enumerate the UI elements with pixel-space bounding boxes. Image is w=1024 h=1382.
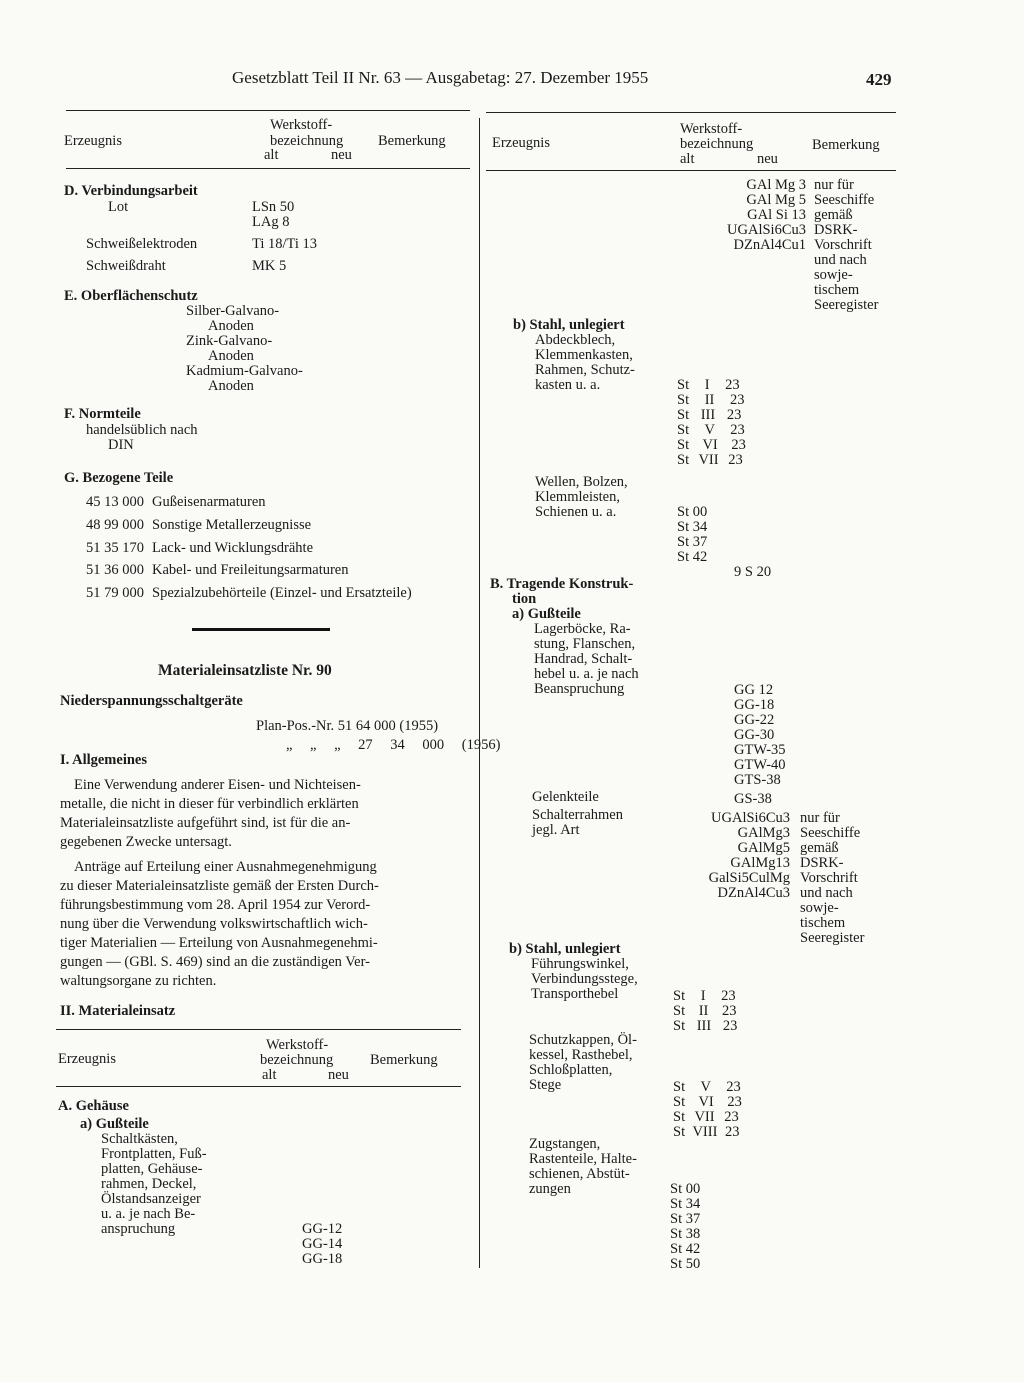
table3-top-rule: [486, 112, 896, 113]
a-mat: GG-12: [302, 1221, 343, 1237]
plan-pos-1: Plan-Pos.-Nr. 51 64 000 (1955): [256, 718, 439, 734]
table2-head-rule: [56, 1086, 461, 1087]
col-neu: neu: [331, 147, 352, 163]
a-sub-gussteile: a) Gußteile: [80, 1116, 149, 1132]
item-handelsueblich: handelsüblich nach: [86, 422, 198, 438]
g-code: 51 35 170: [86, 540, 144, 556]
g-code: 51 79 000: [86, 585, 144, 601]
gel-bem: Seeschiffe: [800, 825, 861, 841]
para-line: gungen — (GBl. S. 469) sind an die zuständigen Ver-: [60, 954, 370, 970]
sk-line: Schutzkappen, Öl-: [529, 1032, 637, 1048]
b2-mat: St II 23: [673, 1003, 737, 1019]
g-text: Spezialzubehörteile (Einzel- und Ersatzteile): [152, 585, 412, 601]
g-code: 48 99 000: [86, 517, 144, 533]
a-line: rahmen, Deckel,: [101, 1176, 197, 1192]
sk-mat: St VI 23: [673, 1094, 742, 1110]
item-din: DIN: [108, 437, 134, 453]
table-top-rule: [66, 110, 470, 111]
zs-mat: St 00: [670, 1181, 701, 1197]
bt-line: stung, Flanschen,: [534, 636, 636, 652]
sk-line: Stege: [529, 1077, 562, 1093]
item-lot: Lot: [108, 199, 129, 215]
item-silber-2: Anoden: [208, 318, 254, 334]
zs-line: Rastenteile, Halte-: [529, 1151, 637, 1167]
gel-bem: Vorschrift: [800, 870, 858, 886]
bt-line: hebel u. a. je nach: [534, 666, 639, 682]
table-head-rule: [66, 168, 470, 169]
g-code: 51 36 000: [86, 562, 144, 578]
para-line: Anträge auf Erteilung einer Ausnahmegenehmigung: [74, 859, 377, 875]
cont-mat: GAl Si 13: [747, 207, 806, 223]
gel-bem: sowje-: [800, 900, 839, 916]
section-f-title: F. Normteile: [64, 406, 141, 422]
col-neu: neu: [328, 1067, 349, 1083]
cont-mat: UGAlSi6Cu3: [727, 222, 806, 238]
a-line: Ölstandsanzeiger: [101, 1191, 201, 1207]
item-kadmium-2: Anoden: [208, 378, 254, 394]
b-line: Abdeckblech,: [535, 332, 616, 348]
paragraph-1: [60, 776, 464, 852]
item-zink-1: Zink-Galvano-: [186, 333, 273, 349]
col-bezeichnung: bezeichnung: [260, 1052, 334, 1068]
zs-mat: St 38: [670, 1226, 701, 1242]
col-bemerkung: Bemerkung: [812, 137, 880, 153]
b-mat: St VI 23: [677, 437, 746, 453]
item-zink-2: Anoden: [208, 348, 254, 364]
zs-line: schienen, Abstüt-: [529, 1166, 630, 1182]
bt-line: Lagerböcke, Ra-: [534, 621, 631, 637]
w-mat: St 37: [677, 534, 708, 550]
bt-mat: GTW-35: [734, 742, 786, 758]
gel-bem: gemäß: [800, 840, 839, 856]
item-silber-1: Silber-Galvano-: [186, 303, 280, 319]
sk-mat: St V 23: [673, 1079, 741, 1095]
bt-sub-gussteile: a) Gußteile: [512, 606, 581, 622]
para-line: waltungsorgane zu richten.: [60, 973, 217, 989]
bt-mat: GG 12: [734, 682, 774, 698]
col-bezeichnung: bezeichnung: [680, 136, 754, 152]
b2-line: Verbindungsstege,: [531, 971, 638, 987]
bt-line: Beanspruchung: [534, 681, 625, 697]
cont-bem: Vorschrift: [814, 237, 872, 253]
gel-bem: Seeregister: [800, 930, 865, 946]
b-mat: St V 23: [677, 422, 745, 438]
cont-bem: DSRK-: [814, 222, 858, 238]
zs-line: zungen: [529, 1181, 571, 1197]
gel-line: Gelenkteile: [532, 789, 599, 805]
b-mat: St II 23: [677, 392, 745, 408]
cont-bem: gemäß: [814, 207, 853, 223]
col-bemerkung: Bemerkung: [378, 133, 446, 149]
para-line: führungsbestimmung vom 28. April 1954 zur Verord-: [60, 897, 371, 913]
g-text: Lack- und Wicklungsdrähte: [152, 540, 314, 556]
cont-mat: GAl Mg 5: [746, 192, 806, 208]
b-line: Klemmenkasten,: [535, 347, 633, 363]
para-line: zu dieser Materialeinsatzliste gemäß der Ersten Durch-: [60, 878, 379, 894]
gel-bem: DSRK-: [800, 855, 844, 871]
b2-mat: St III 23: [673, 1018, 738, 1034]
gel-line: Schalterrahmen: [532, 807, 623, 823]
para-line: metalle, die nicht in dieser für verbindlich erklärten: [60, 796, 359, 812]
gel-mat: GAlMg5: [737, 840, 790, 856]
gel-mat: UGAlSi6Cu3: [711, 810, 790, 826]
section-b-title-2: tion: [512, 591, 537, 607]
b-line: kasten u. a.: [535, 377, 601, 393]
section-divider: [192, 628, 330, 631]
gel-mat: GAlMg3: [737, 825, 790, 841]
w-line: Schienen u. a.: [535, 504, 617, 520]
col-erzeugnis: Erzeugnis: [492, 135, 550, 151]
para-line: tiger Materialien — Erteilung von Ausnahmegenehmi-: [60, 935, 378, 951]
col-alt: alt: [262, 1067, 277, 1083]
gel-bem: und nach: [800, 885, 853, 901]
gel-bem: tischem: [800, 915, 846, 931]
zs-mat: St 37: [670, 1211, 701, 1227]
gel-line: jegl. Art: [532, 822, 580, 838]
w-line: Wellen, Bolzen,: [535, 474, 628, 490]
mat-lsn: LSn 50: [252, 199, 295, 215]
cont-bem: nur für: [814, 177, 854, 193]
col-alt: alt: [680, 151, 695, 167]
zs-mat: St 50: [670, 1256, 701, 1272]
b2-mat: St I 23: [673, 988, 736, 1004]
col-bezeichnung: bezeichnung: [270, 133, 344, 149]
sk-line: kessel, Rasthebel,: [529, 1047, 633, 1063]
col-bemerkung: Bemerkung: [370, 1052, 438, 1068]
col-werkstoff: Werkstoff-: [680, 121, 743, 137]
paragraph-2: [60, 858, 464, 991]
section-d-title: D. Verbindungsarbeit: [64, 183, 198, 199]
a-line: Schaltkästen,: [101, 1131, 178, 1147]
zs-mat: St 34: [670, 1196, 701, 1212]
para-line: nung über die Verwendung volkswirtschaftlich wich-: [60, 916, 368, 932]
section-2-title: II. Materialeinsatz: [60, 1003, 176, 1019]
cont-mat: DZnAl4Cu1: [733, 237, 806, 253]
plan-pos-2: „ „ „ 27 34 000 (1956): [286, 737, 501, 753]
g-code: 45 13 000: [86, 494, 144, 510]
para-line: Materialeinsatzliste aufgeführt sind, ist für die an-: [60, 815, 351, 831]
bt-mat: GG-22: [734, 712, 775, 728]
col-werkstoff: Werkstoff-: [270, 117, 333, 133]
gel-mat: GalSi5CulMg: [708, 870, 790, 886]
gel-mat: GAlMg13: [730, 855, 790, 871]
col-werkstoff: Werkstoff-: [266, 1037, 329, 1053]
mat-lag: LAg 8: [252, 214, 290, 230]
cont-mat: GAl Mg 3: [746, 177, 806, 193]
para-line: gegebenen Zwecke untersagt.: [60, 834, 232, 850]
table2-top-rule: [56, 1029, 461, 1030]
b-mat: St I 23: [677, 377, 740, 393]
gel-bem: nur für: [800, 810, 840, 826]
zs-mat: St 42: [670, 1241, 701, 1257]
w-mat: St 34: [677, 519, 708, 535]
item-schweissdraht: Schweißdraht: [86, 258, 166, 274]
col-alt: alt: [264, 147, 279, 163]
col-neu: neu: [757, 151, 778, 167]
bt-mat: GTW-40: [734, 757, 786, 773]
w-new-mat: 9 S 20: [734, 564, 772, 580]
sk-mat: St VII 23: [673, 1109, 739, 1125]
g-text: Kabel- und Freileitungsarmaturen: [152, 562, 349, 578]
cont-bem: Seeschiffe: [814, 192, 875, 208]
w-mat: St 42: [677, 549, 708, 565]
item-kadmium-1: Kadmium-Galvano-: [186, 363, 303, 379]
b-line: Rahmen, Schutz-: [535, 362, 635, 378]
b-sub-stahl: b) Stahl, unlegiert: [513, 317, 625, 333]
section-a-title: A. Gehäuse: [58, 1098, 129, 1114]
running-header: Gesetzblatt Teil II Nr. 63 — Ausgabetag: 27. Dezember 1955: [232, 68, 649, 87]
section-e-title: E. Oberflächenschutz: [64, 288, 198, 304]
item-schweisselektroden: Schweißelektroden: [86, 236, 198, 252]
col-erzeugnis: Erzeugnis: [64, 133, 122, 149]
b2-line: Führungswinkel,: [531, 956, 629, 972]
mat-ti: Ti 18/Ti 13: [252, 236, 318, 252]
cont-bem: und nach: [814, 252, 867, 268]
cont-bem: sowje-: [814, 267, 853, 283]
page-number: 429: [866, 70, 892, 89]
cont-bem: Seeregister: [814, 297, 879, 313]
section-b-title: B. Tragende Konstruk-: [490, 576, 634, 592]
sk-line: Schloßplatten,: [529, 1062, 613, 1078]
b2-line: Transporthebel: [531, 986, 619, 1002]
b-mat: St VII 23: [677, 452, 743, 468]
b2-sub-stahl: b) Stahl, unlegiert: [509, 941, 621, 957]
section-g-title: G. Bezogene Teile: [64, 470, 174, 486]
gel-mat: DZnAl4Cu3: [717, 885, 790, 901]
bt-mat: GS-38: [734, 791, 772, 807]
a-line: u. a. je nach Be-: [101, 1206, 196, 1222]
mel-title: Materialeinsatzliste Nr. 90: [158, 662, 332, 679]
a-line: platten, Gehäuse-: [101, 1161, 203, 1177]
w-line: Klemmleisten,: [535, 489, 620, 505]
sk-mat: St VIII 23: [673, 1124, 740, 1140]
bt-mat: GTS-38: [734, 772, 781, 788]
bt-line: Handrad, Schalt-: [534, 651, 633, 667]
column-divider: [479, 118, 480, 1268]
zs-line: Zugstangen,: [529, 1136, 601, 1152]
a-line: anspruchung: [101, 1221, 176, 1237]
w-mat: St 00: [677, 504, 708, 520]
a-line: Frontplatten, Fuß-: [101, 1146, 207, 1162]
cont-bem: tischem: [814, 282, 860, 298]
table3-head-rule: [486, 170, 896, 171]
g-text: Sonstige Metallerzeugnisse: [152, 517, 312, 533]
section-1-title: I. Allgemeines: [60, 752, 147, 768]
mel-subtitle: Niederspannungsschaltgeräte: [60, 693, 243, 709]
para-line: Eine Verwendung anderer Eisen- und Nichteisen-: [74, 777, 361, 793]
bt-mat: GG-18: [734, 697, 775, 713]
g-text: Gußeisenarmaturen: [152, 494, 266, 510]
b-mat: St III 23: [677, 407, 742, 423]
mat-mk: MK 5: [252, 258, 287, 274]
bt-mat: GG-30: [734, 727, 775, 743]
col-erzeugnis: Erzeugnis: [58, 1051, 116, 1067]
a-mat: GG-14: [302, 1236, 343, 1252]
a-mat: GG-18: [302, 1251, 343, 1267]
